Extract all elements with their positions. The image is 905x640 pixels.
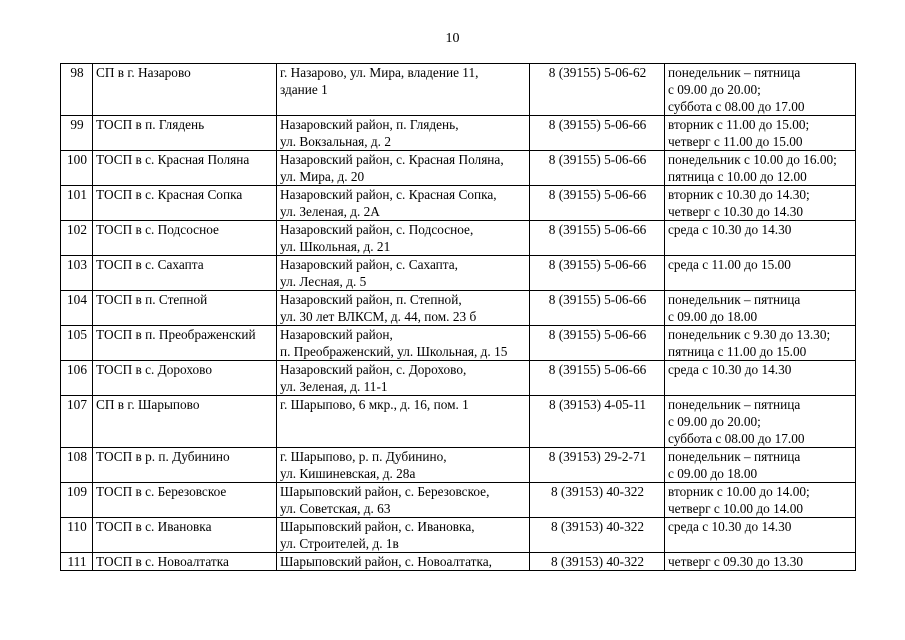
- office-schedule-line: среда с 10.30 до 14.30: [668, 519, 792, 534]
- office-address-line: Шарыповский район, с. Ивановка,: [280, 519, 475, 534]
- office-name: ТОСП в с. Дорохово: [93, 361, 277, 396]
- office-address: [277, 518, 530, 553]
- office-phone: 8 (39155) 5-06-66: [530, 291, 665, 326]
- office-schedule: [665, 326, 856, 361]
- office-address-line: г. Назарово, ул. Мира, владение 11,: [280, 65, 479, 80]
- office-schedule-line: среда с 10.30 до 14.30: [668, 222, 792, 237]
- office-schedule-line: с 09.00 до 20.00;: [668, 414, 761, 429]
- office-phone: 8 (39155) 5-06-66: [530, 361, 665, 396]
- office-schedule: [665, 396, 856, 448]
- office-address: [277, 64, 530, 116]
- row-number: 101: [61, 186, 93, 221]
- row-number: 107: [61, 396, 93, 448]
- table-row: [61, 553, 856, 571]
- office-schedule-line: понедельник – пятница: [668, 397, 801, 412]
- office-address-line: г. Шарыпово, 6 мкр., д. 16, пом. 1: [280, 397, 469, 412]
- office-address-line: ул. Строителей, д. 1в: [280, 536, 399, 551]
- row-number: 105: [61, 326, 93, 361]
- office-phone: 8 (39153) 29-2-71: [530, 448, 665, 483]
- office-address: [277, 361, 530, 396]
- office-address-line: ул. Зеленая, д. 11-1: [280, 379, 388, 394]
- office-address: [277, 256, 530, 291]
- office-address: [277, 291, 530, 326]
- table-row: [61, 483, 856, 518]
- office-address: [277, 483, 530, 518]
- table-row: [61, 326, 856, 361]
- office-address-line: ул. Лесная, д. 5: [280, 274, 367, 289]
- office-schedule-line: суббота с 08.00 до 17.00: [668, 99, 805, 114]
- row-number: 106: [61, 361, 93, 396]
- office-schedule-line: четверг с 10.30 до 14.30: [668, 204, 804, 219]
- office-schedule: [665, 64, 856, 116]
- office-address-line: ул. Вокзальная, д. 2: [280, 134, 391, 149]
- office-name: СП в г. Назарово: [93, 64, 277, 116]
- office-schedule-line: четверг с 10.00 до 14.00: [668, 501, 804, 516]
- office-name: СП в г. Шарыпово: [93, 396, 277, 448]
- office-schedule-line: понедельник – пятница: [668, 292, 801, 307]
- office-schedule-line: понедельник – пятница: [668, 65, 801, 80]
- office-schedule-line: понедельник с 9.30 до 13.30;: [668, 327, 831, 342]
- table-row: [61, 396, 856, 448]
- office-address-line: Шарыповский район, с. Новоалтатка,: [280, 554, 492, 569]
- office-name: ТОСП в п. Степной: [93, 291, 277, 326]
- row-number: 98: [61, 64, 93, 116]
- office-schedule-line: четверг с 11.00 до 15.00: [668, 134, 803, 149]
- office-address: [277, 326, 530, 361]
- office-address-line: здание 1: [280, 82, 328, 97]
- table-row: [61, 361, 856, 396]
- row-number: 102: [61, 221, 93, 256]
- offices-table: [60, 63, 856, 571]
- table-row: [61, 221, 856, 256]
- office-schedule: [665, 221, 856, 256]
- office-address-line: Назаровский район,: [280, 327, 393, 342]
- office-address-line: ул. Советская, д. 63: [280, 501, 391, 516]
- office-schedule: [665, 518, 856, 553]
- office-phone: 8 (39155) 5-06-66: [530, 151, 665, 186]
- office-address-line: Назаровский район, с. Подсосное,: [280, 222, 474, 237]
- office-name: ТОСП в с. Новоалтатка: [93, 553, 277, 571]
- office-phone: 8 (39155) 5-06-66: [530, 116, 665, 151]
- office-phone: 8 (39155) 5-06-66: [530, 186, 665, 221]
- office-address-line: Назаровский район, с. Сахапта,: [280, 257, 458, 272]
- office-schedule-line: пятница с 10.00 до 12.00: [668, 169, 807, 184]
- office-address: [277, 448, 530, 483]
- office-schedule: [665, 256, 856, 291]
- office-schedule: [665, 116, 856, 151]
- office-address-line: Назаровский район, с. Красная Поляна,: [280, 152, 504, 167]
- office-schedule-line: вторник с 11.00 до 15.00;: [668, 117, 810, 132]
- office-schedule-line: пятница с 11.00 до 15.00: [668, 344, 807, 359]
- row-number: 104: [61, 291, 93, 326]
- offices-table-body: [61, 64, 856, 571]
- office-address-line: Шарыповский район, с. Березовское,: [280, 484, 490, 499]
- office-name: ТОСП в с. Красная Поляна: [93, 151, 277, 186]
- office-schedule-line: четверг с 09.30 до 13.30: [668, 554, 804, 569]
- office-address-line: Назаровский район, с. Красная Сопка,: [280, 187, 497, 202]
- office-address-line: Назаровский район, с. Дорохово,: [280, 362, 467, 377]
- office-address-line: ул. Школьная, д. 21: [280, 239, 391, 254]
- table-row: [61, 448, 856, 483]
- row-number: 103: [61, 256, 93, 291]
- office-address: [277, 396, 530, 448]
- office-address-line: ул. Мира, д. 20: [280, 169, 365, 184]
- office-phone: 8 (39155) 5-06-66: [530, 256, 665, 291]
- office-schedule: [665, 151, 856, 186]
- office-schedule-line: понедельник с 10.00 до 16.00;: [668, 152, 837, 167]
- row-number: 111: [61, 553, 93, 571]
- office-schedule-line: вторник с 10.00 до 14.00;: [668, 484, 810, 499]
- office-address: [277, 151, 530, 186]
- row-number: 108: [61, 448, 93, 483]
- office-name: ТОСП в р. п. Дубинино: [93, 448, 277, 483]
- office-address: [277, 221, 530, 256]
- office-name: ТОСП в с. Красная Сопка: [93, 186, 277, 221]
- office-schedule-line: суббота с 08.00 до 17.00: [668, 431, 805, 446]
- page-number: 10: [445, 31, 460, 46]
- office-address: [277, 116, 530, 151]
- office-address-line: ул. Кишиневская, д. 28а: [280, 466, 416, 481]
- office-phone: 8 (39153) 40-322: [530, 518, 665, 553]
- office-address: [277, 553, 530, 571]
- table-row: [61, 116, 856, 151]
- office-schedule: [665, 553, 856, 571]
- office-address-line: ул. 30 лет ВЛКСМ, д. 44, пом. 23 б: [280, 309, 477, 324]
- office-address-line: п. Преображенский, ул. Школьная, д. 15: [280, 344, 508, 359]
- office-phone: 8 (39155) 5-06-66: [530, 326, 665, 361]
- office-name: ТОСП в с. Березовское: [93, 483, 277, 518]
- office-name: ТОСП в п. Глядень: [93, 116, 277, 151]
- office-schedule: [665, 291, 856, 326]
- office-schedule-line: вторник с 10.30 до 14.30;: [668, 187, 810, 202]
- table-row: [61, 291, 856, 326]
- row-number: 110: [61, 518, 93, 553]
- office-schedule-line: среда с 10.30 до 14.30: [668, 362, 792, 377]
- office-address-line: г. Шарыпово, р. п. Дубинино,: [280, 449, 447, 464]
- row-number: 99: [61, 116, 93, 151]
- office-schedule: [665, 361, 856, 396]
- office-schedule-line: с 09.00 до 20.00;: [668, 82, 761, 97]
- office-schedule-line: среда с 11.00 до 15.00: [668, 257, 791, 272]
- office-address: [277, 186, 530, 221]
- office-schedule: [665, 483, 856, 518]
- office-address-line: ул. Зеленая, д. 2А: [280, 204, 380, 219]
- office-phone: 8 (39153) 4-05-11: [530, 396, 665, 448]
- office-phone: 8 (39153) 40-322: [530, 553, 665, 571]
- office-schedule: [665, 186, 856, 221]
- table-row: [61, 186, 856, 221]
- table-row: [61, 151, 856, 186]
- office-name: ТОСП в п. Преображенский: [93, 326, 277, 361]
- office-schedule-line: с 09.00 до 18.00: [668, 466, 758, 481]
- table-row: [61, 256, 856, 291]
- office-name: ТОСП в с. Сахапта: [93, 256, 277, 291]
- office-name: ТОСП в с. Подсосное: [93, 221, 277, 256]
- office-name: ТОСП в с. Ивановка: [93, 518, 277, 553]
- office-address-line: Назаровский район, п. Степной,: [280, 292, 462, 307]
- office-phone: 8 (39155) 5-06-66: [530, 221, 665, 256]
- table-row: [61, 64, 856, 116]
- office-phone: 8 (39155) 5-06-62: [530, 64, 665, 116]
- row-number: 109: [61, 483, 93, 518]
- office-schedule: [665, 448, 856, 483]
- office-schedule-line: с 09.00 до 18.00: [668, 309, 758, 324]
- office-phone: 8 (39153) 40-322: [530, 483, 665, 518]
- row-number: 100: [61, 151, 93, 186]
- office-address-line: Назаровский район, п. Глядень,: [280, 117, 459, 132]
- table-row: [61, 518, 856, 553]
- office-schedule-line: понедельник – пятница: [668, 449, 801, 464]
